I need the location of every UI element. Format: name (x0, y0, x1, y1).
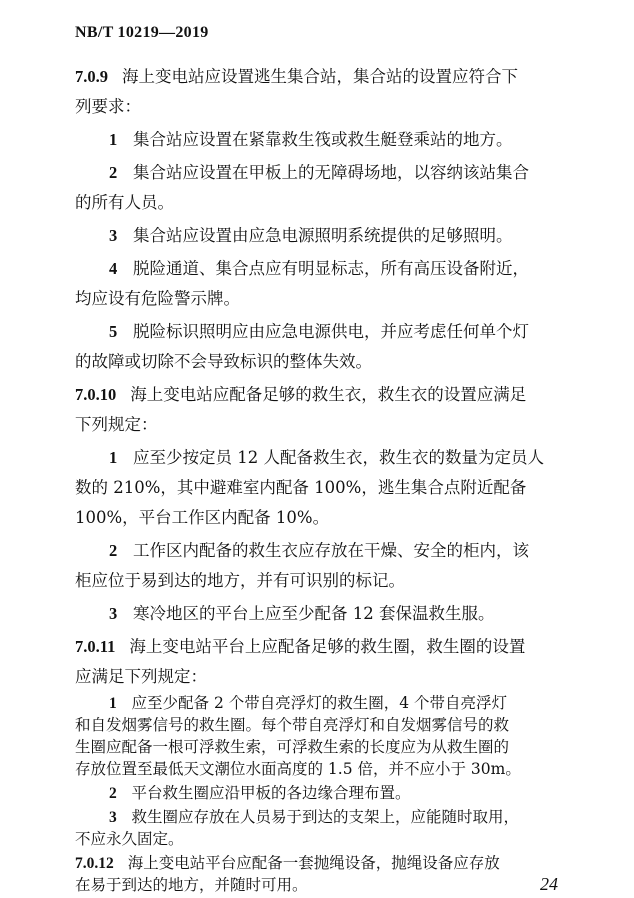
list-item: 2 工作区内配备的救生衣应存放在干燥、安全的柜内，该 (109, 541, 529, 560)
list-item-cont (75, 714, 565, 736)
clause-text-cont: 应满足下列规定： (75, 667, 207, 686)
item-number: 1 (109, 695, 117, 712)
item-number: 2 (109, 785, 117, 802)
clause-number: 7.0.10 (75, 385, 117, 404)
clause-text: 海上变电站应设置逃生集合站，集合站的设置应符合下 (122, 67, 518, 86)
item-number: 3 (109, 809, 117, 826)
list-item (75, 782, 599, 805)
item-text: 生圈应配备一根可浮救生索，可浮救生索的长度应为从救生圈的 (75, 738, 510, 756)
list-item-cont: 100%，平台工作区内配备 10%。 (75, 508, 330, 527)
page-number: 24 (540, 874, 558, 894)
clause-number: 7.0.12 (75, 855, 114, 872)
list-item: 3 寒冷地区的平台上应至少配备 12 套保温救生服。 (109, 604, 495, 623)
item-text: 和自发烟雾信号的救生圈。每个带自亮浮灯和自发烟雾信号的救 (75, 716, 510, 734)
clause-number: 7.0.11 (75, 637, 116, 656)
list-item: 1 应至少按定员 12 人配备救生衣，救生衣的数量为定员人 (109, 448, 544, 467)
clause-text-cont: 列要求： (75, 97, 141, 116)
list-item (75, 692, 599, 715)
list-item: 1 集合站应设置在紧靠救生筏或救生艇登乘站的地方。 (109, 130, 513, 149)
clause-number: 7.0.9 (75, 67, 108, 86)
clause-text-cont (75, 874, 565, 896)
list-item-cont: 柜应位于易到达的地方，并有可识别的标记。 (75, 571, 405, 590)
list-item-cont (75, 758, 565, 780)
clause-text: 海上变电站平台应配备一套抛绳设备，抛绳设备应存放 (127, 854, 500, 872)
item-text: 不应永久固定。 (75, 830, 184, 848)
list-item-cont: 的所有人员。 (75, 193, 174, 212)
clause-7-0-9 (75, 62, 565, 92)
standard-code-header: NB/T 10219—2019 (75, 24, 209, 41)
clause-text: 海上变电站应配备足够的救生衣，救生衣的设置应满足 (130, 385, 527, 404)
item-text: 存放位置至最低天文潮位水面高度的 1.5 倍，并不应小于 30m。 (75, 760, 521, 778)
list-item-cont (75, 828, 565, 850)
item-text: 应至少配备 2 个带自亮浮灯的救生圈，4 个带自亮浮灯 (131, 694, 508, 712)
list-item-cont (75, 736, 565, 758)
list-item: 3 集合站应设置由应急电源照明系统提供的足够照明。 (109, 226, 513, 245)
item-text: 平台救生圈应沿甲板的各边缘合理布置。 (131, 784, 411, 802)
clause-7-0-11 (75, 632, 565, 662)
list-item: 4 脱险通道、集合点应有明显标志，所有高压设备附近， (109, 259, 529, 278)
clause-text-cont: 下列规定： (75, 415, 158, 434)
list-item-cont: 均应设有危险警示牌。 (75, 289, 240, 308)
clause-7-0-10 (75, 380, 565, 410)
clause-7-0-12 (75, 852, 565, 875)
list-item-cont: 的故障或切除不会导致标识的整体失效。 (75, 352, 372, 371)
item-text: 在易于到达的地方，并随时可用。 (75, 876, 308, 894)
list-item: 2 集合站应设置在甲板上的无障碍场地，以容纳该站集合 (109, 163, 529, 182)
list-item: 5 脱险标识照明应由应急电源供电，并应考虑任何单个灯 (109, 322, 529, 341)
list-item (75, 806, 599, 829)
item-text: 救生圈应存放在人员易于到达的支架上，应能随时取用， (131, 808, 520, 826)
clause-text: 海上变电站平台上应配备足够的救生圈，救生圈的设置 (129, 637, 526, 656)
list-item-cont: 数的 210%，其中避难室内配备 100%，逃生集合点附近配备 (75, 478, 527, 497)
